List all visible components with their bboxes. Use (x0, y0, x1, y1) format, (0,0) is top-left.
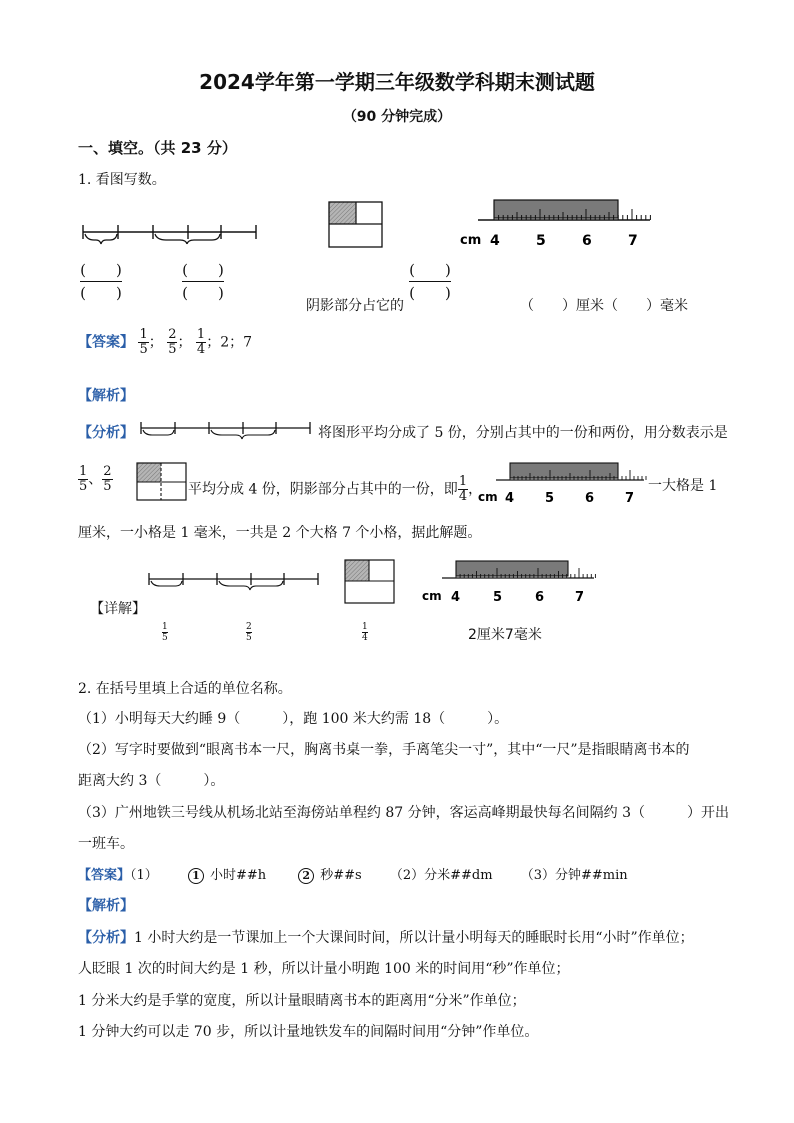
ruler-num-5: 5 (536, 233, 546, 249)
question-1-stem: 1. 看图写数。 (78, 172, 166, 188)
detail-fraction-3: 1 4 (362, 622, 368, 643)
q2-answer-row: 【答案】（1） 1 小时##h 2 秒##s （2）分米##dm （3）分钟##min (78, 868, 628, 883)
fenxi-row-1: 【分析】 (78, 425, 134, 441)
section-heading: 一、填空。（共 23 分） (78, 139, 237, 157)
ruler-num-6: 6 (582, 233, 592, 249)
jiexi-label-2: 【解析】 (78, 898, 134, 914)
circled-num-1: 1 (188, 868, 204, 884)
svg-text:6: 6 (585, 491, 595, 505)
q2-fenxi-2: 人眨眼 1 次的时间大约是 1 秒，所以计量小明跑 100 米的时间用“秒”作单位； (78, 961, 570, 977)
segment-line-figure (80, 222, 260, 248)
page-title: 2024学年第一学期三年级数学科期末测试题 (199, 70, 595, 94)
detail-segment-line (146, 571, 322, 593)
svg-text:4: 4 (451, 590, 461, 605)
ruler-small (476, 461, 652, 505)
ruler-num-4: 4 (490, 233, 500, 249)
q2-part-2b: 距离大约 3（ ）。 (78, 773, 225, 789)
ruler-blank[interactable]: （ ）厘米（ ）毫米 (520, 298, 688, 314)
detail-shaded-square (344, 559, 396, 605)
page-subtitle: （90 分钟完成） (342, 109, 452, 125)
answer-fraction-1: $\frac{1}{5}$ (139, 327, 148, 357)
blank-fraction-1[interactable]: ( ) ( ) (80, 261, 122, 302)
q2-part-3b: 一班车。 (78, 836, 134, 852)
segment-line-small (138, 420, 314, 442)
q2-part-1: （1）小明每天大约睡 9（ ），跑 100 米大约需 18（ ）。 (78, 711, 509, 727)
detail-ruler (420, 559, 598, 605)
jiexi-label-1: 【解析】 (78, 388, 134, 404)
detail-ruler-answer: 2厘米7毫米 (468, 627, 542, 643)
blank-fraction-3[interactable]: ( ) ( ) (409, 261, 451, 302)
circled-num-2: 2 (298, 868, 314, 884)
svg-text:7: 7 (625, 491, 635, 505)
ruler-unit-label: cm (460, 233, 482, 248)
shaded-square-figure (328, 201, 384, 249)
answer-fraction-2: $\frac{2}{5}$ (168, 327, 177, 357)
answer-fraction-3: $\frac{1}{4}$ (196, 327, 206, 357)
svg-text:4: 4 (505, 491, 515, 505)
q2-fenxi-4: 1 分钟大约可以走 70 步，所以计量地铁发车的间隔时间用“分钟”作单位。 (78, 1024, 539, 1040)
blank-fraction-2[interactable]: ( ) ( ) (182, 261, 224, 302)
fenxi-row-2-text: 平均分成 4 份，阴影部分占其中的一份，即 $\frac{1}{4}$ ， (188, 474, 483, 504)
ruler-figure (456, 198, 656, 250)
q2-fenxi-1: 【分析】1 小时大约是一节课加上一个大课间时间，所以计量小明每天的睡眠时长用“小时”作单位； (78, 930, 694, 946)
svg-text:5: 5 (545, 491, 555, 505)
fenxi-row-3: 厘米，一小格是 1 毫米，一共是 2 个大格 7 个小格，据此解题。 (78, 525, 482, 541)
fenxi-row-2-tail: 一大格是 1 (648, 478, 718, 494)
question-2-stem: 2. 在括号里填上合适的单位名称。 (78, 681, 292, 697)
svg-text:cm: cm (422, 589, 442, 603)
shaded-label: 阴影部分占它的 (306, 298, 404, 314)
detail-fraction-1: 1 5 (162, 622, 168, 643)
q2-fenxi-3: 1 分米大约是手掌的宽度，所以计量眼睛离书本的距离用“分米”作单位； (78, 993, 526, 1009)
svg-text:cm: cm (478, 490, 498, 504)
svg-text:7: 7 (575, 590, 585, 605)
detail-fraction-2: 2 5 (246, 622, 252, 643)
svg-text:5: 5 (493, 590, 503, 605)
ruler-num-7: 7 (628, 233, 638, 249)
xiangjie-label: 【详解】 (90, 601, 146, 617)
q2-part-3a: （3）广州地铁三号线从机场北站至海傍站单程约 87 分钟，客运高峰期最快每名间隔约 3（ ）开出 (78, 805, 729, 821)
answer-row-1: 【答案】 $\frac{1}{5}$ ； $\frac{2}{5}$ ； $\frac{1}{4}$ ；2；7 (78, 327, 253, 357)
fenxi-row-2: $\frac{1}{5}$ 、 $\frac{2}{5}$ (79, 464, 112, 494)
fenxi-text-1: 将图形平均分成了 5 份，分别占其中的一份和两份，用分数表示是 (318, 425, 728, 441)
q2-part-2a: （2）写字时要做到“眼离书本一尺，胸离书桌一拳，手离笔尖一寸”，其中“一尺”是指眼睛离书本的 (78, 742, 690, 758)
svg-text:6: 6 (535, 590, 545, 605)
shaded-square-small (136, 462, 188, 502)
